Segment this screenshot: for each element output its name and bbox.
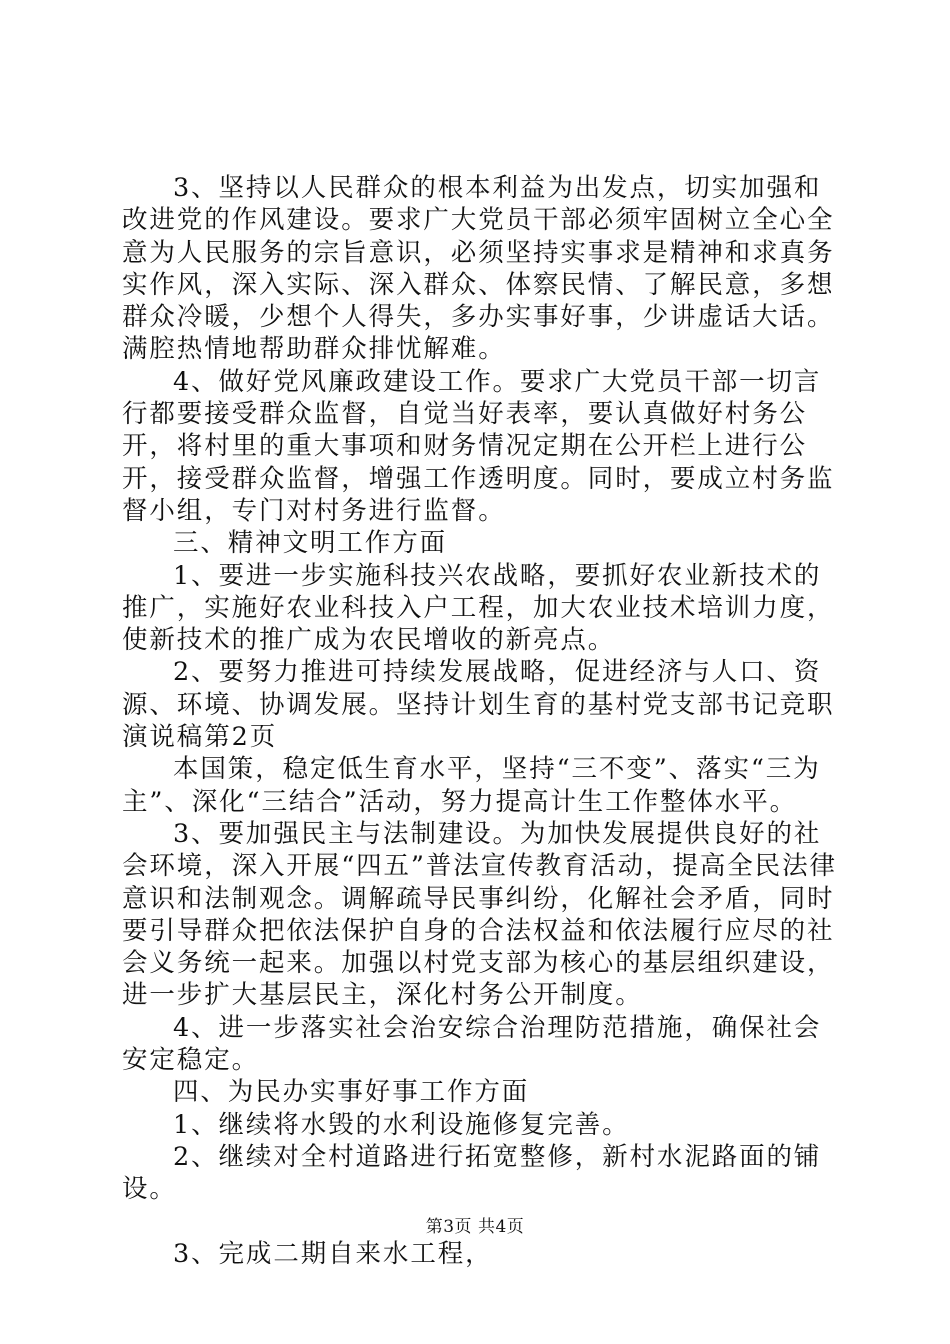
paragraph-party-style: 3、坚持以人民群众的根本利益为出发点，切实加强和改进党的作风建设。要求广大党员干部必须牢固树立全心全意为人民服务的宗旨意识，必须坚持实事求是精神和求真务实作风，深入实际、深入群众、体察民情、了解民意，多想群众冷暖，少想个人得失，多办实事好事，少讲虚话大话。满腔热情地帮助群众排忧解难。 — [122, 173, 835, 365]
section-heading-practical-affairs: 四、为民办实事好事工作方面 — [173, 1077, 530, 1108]
paragraph-democracy-legal: 3、要加强民主与法制建设。为加快发展提供良好的社会环境，深入开展“四五”普法宣传教育活动，提高全民法律意识和法制观念。调解疏导民事纠纷，化解社会矛盾，同时要引导群众把依法保护自身的合法权益和依法履行应尽的社会义务统一起来。加强以村党支部为核心的基层组织建设，进一步扩大基层民主，深化村务公开制度。 — [122, 818, 837, 1011]
paragraph-clean-governance: 4、做好党风廉政建设工作。要求广大党员干部一切言行都要接受群众监督，自觉当好表率，要认真做好村务公开，将村里的重大事项和财务情况定期在公开栏上进行公开，接受群众监督，增强工作透明度。同时，要成立村务监督小组，专门对村务进行监督。 — [122, 366, 835, 526]
paragraph-public-security: 4、进一步落实社会治安综合治理防范措施，确保社会安定稳定。 — [122, 1012, 822, 1076]
paragraph-water-facilities: 1、继续将水毁的水利设施修复完善。 — [173, 1109, 630, 1140]
paragraph-family-planning: 本国策，稳定低生育水平，坚持“三不变”、落实“三为主”、深化“三结合”活动，努力提高计生工作整体水平。 — [122, 754, 821, 817]
paragraph-science-agriculture: 1、要进一步实施科技兴农战略，要抓好农业新技术的推广，实施好农业科技入户工程，加大农业技术培训力度，使新技术的推广成为农民增收的新亮点。 — [122, 560, 835, 656]
page-number-footer: 第3页 共4页 — [425, 1217, 525, 1237]
document-body — [122, 172, 842, 1270]
section-heading-spiritual-civilization: 三、精神文明工作方面 — [173, 528, 448, 559]
paragraph-tap-water: 3、完成二期自来水工程， — [173, 1238, 493, 1269]
paragraph-sustainable-development: 2、要努力推进可持续发展战略，促进经济与人口、资源、环境、协调发展。坚持计划生育的基村党支部书记竞职演说稿第2页 — [122, 657, 835, 753]
paragraph-road-repair: 2、继续对全村道路进行拓宽整修，新村水泥路面的铺设。 — [122, 1141, 822, 1205]
